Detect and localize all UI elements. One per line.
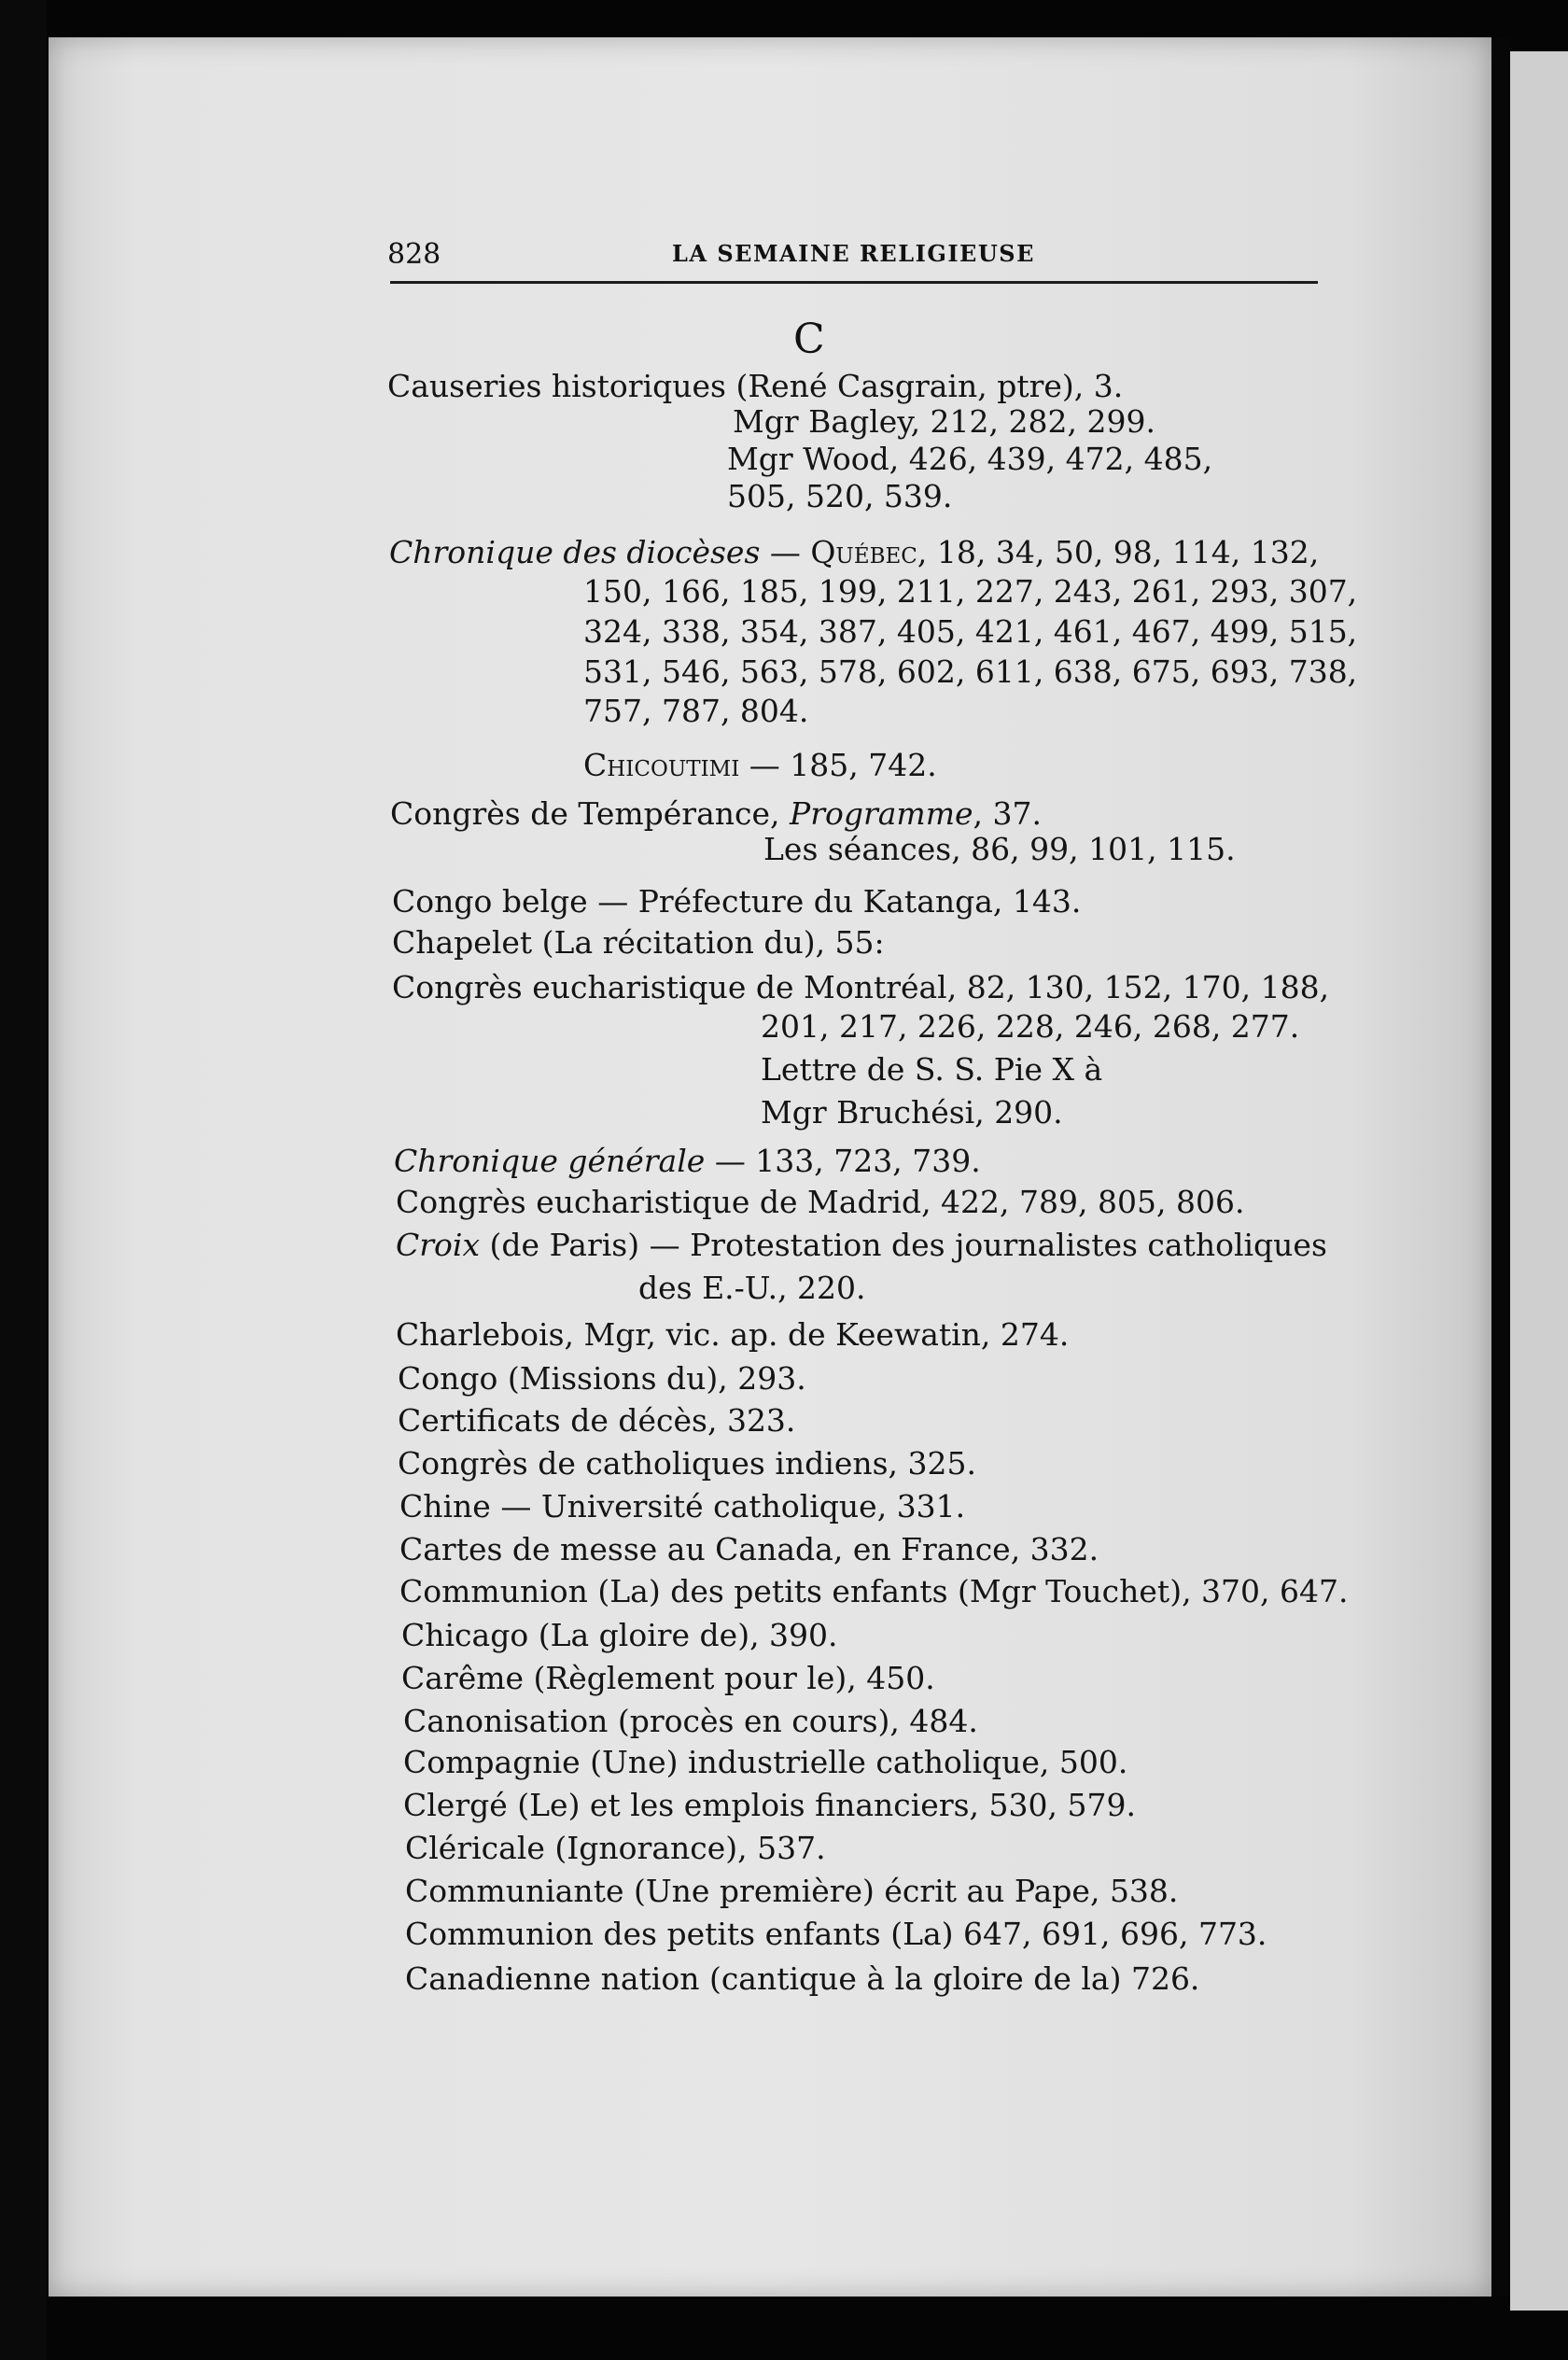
index-line: Compagnie (Une) industrielle catholique, 500. xyxy=(403,1744,1128,1780)
index-line: 150, 166, 185, 199, 211, 227, 243, 261, 293, 307, xyxy=(583,573,1358,610)
index-line: des E.-U., 220. xyxy=(638,1270,866,1306)
index-line: 757, 787, 804. xyxy=(583,693,809,729)
index-line: Charlebois, Mgr, vic. ap. de Keewatin, 274. xyxy=(396,1316,1070,1353)
entry-title: Congrès de Tempérance, xyxy=(390,795,790,832)
entry-title-italic: Chronique générale xyxy=(394,1143,706,1179)
entry-pages: , 18, 34, 50, 98, 114, 132, xyxy=(917,534,1320,570)
index-line: Congrès eucharistique de Madrid, 422, 789, 805, 806. xyxy=(396,1184,1245,1220)
index-line xyxy=(389,532,1319,573)
entry-title-italic: Chronique des diocèses xyxy=(389,534,761,570)
index-line: Clergé (Le) et les emplois financiers, 530, 579. xyxy=(403,1787,1136,1823)
index-line xyxy=(396,1225,1327,1266)
entry-smallcaps: Chicoutimi xyxy=(583,747,740,783)
index-line: Certificats de décès, 323. xyxy=(398,1402,796,1439)
index-line: Mgr Wood, 426, 439, 472, 485, xyxy=(727,441,1213,477)
index-line: Canonisation (procès en cours), 484. xyxy=(403,1703,978,1739)
entry-pages: , 37. xyxy=(973,795,1043,832)
index-line: Chine — Université catholique, 331. xyxy=(399,1488,966,1524)
index-line: Congo (Missions du), 293. xyxy=(398,1360,806,1397)
index-line: Congo belge — Préfecture du Katanga, 143. xyxy=(392,883,1082,920)
index-line: Congrès eucharistique de Montréal, 82, 130, 152, 170, 188, xyxy=(392,969,1330,1005)
entry-separator: — xyxy=(760,534,811,570)
index-line: 201, 217, 226, 228, 246, 268, 277. xyxy=(761,1008,1300,1045)
index-line: 505, 520, 539. xyxy=(727,478,953,514)
index-line: Cartes de messe au Canada, en France, 332. xyxy=(399,1531,1099,1567)
index-line: Chapelet (La récitation du), 55: xyxy=(392,924,885,961)
index-line: Mgr Bruchési, 290. xyxy=(761,1094,1063,1131)
index-line: Causeries historiques (René Casgrain, ptre), 3. xyxy=(387,368,1124,404)
index-line xyxy=(394,1141,981,1182)
index-line: 531, 546, 563, 578, 602, 611, 638, 675, 693, 738, xyxy=(583,653,1358,690)
index-line xyxy=(583,745,937,786)
entry-smallcaps: Québec xyxy=(810,534,917,570)
entry-title-italic: Programme xyxy=(790,795,973,832)
index-line: 324, 338, 354, 387, 405, 421, 461, 467, 499, 515, xyxy=(583,613,1358,650)
index-line: Congrès de catholiques indiens, 325. xyxy=(398,1445,977,1482)
index-line: Communion (La) des petits enfants (Mgr Touchet), 370, 647. xyxy=(399,1573,1349,1609)
page-number: 828 xyxy=(387,238,441,271)
index-line: Les séances, 86, 99, 101, 115. xyxy=(763,831,1236,867)
entry-pages: — 133, 723, 739. xyxy=(705,1143,981,1179)
index-line: Lettre de S. S. Pie X à xyxy=(761,1051,1103,1088)
index-line: Cléricale (Ignorance), 537. xyxy=(405,1830,826,1866)
index-line: Communion des petits enfants (La) 647, 691, 696, 773. xyxy=(405,1916,1267,1952)
entry-title-italic: Croix xyxy=(396,1227,481,1263)
index-line: Canadienne nation (cantique à la gloire de la) 726. xyxy=(405,1960,1200,1997)
section-letter: C xyxy=(793,316,825,363)
index-line: Chicago (La gloire de), 390. xyxy=(401,1617,838,1653)
running-title: LA SEMAINE RELIGIEUSE xyxy=(672,240,1035,267)
index-line: Communiante (Une première) écrit au Pape, 538. xyxy=(405,1873,1179,1909)
index-line: Carême (Règlement pour le), 450. xyxy=(401,1660,935,1696)
entry-pages: — 185, 742. xyxy=(739,747,937,783)
index-line: Mgr Bagley, 212, 282, 299. xyxy=(733,403,1155,440)
entry-pages: (de Paris) — Protestation des journalistes catholiques xyxy=(480,1227,1327,1263)
